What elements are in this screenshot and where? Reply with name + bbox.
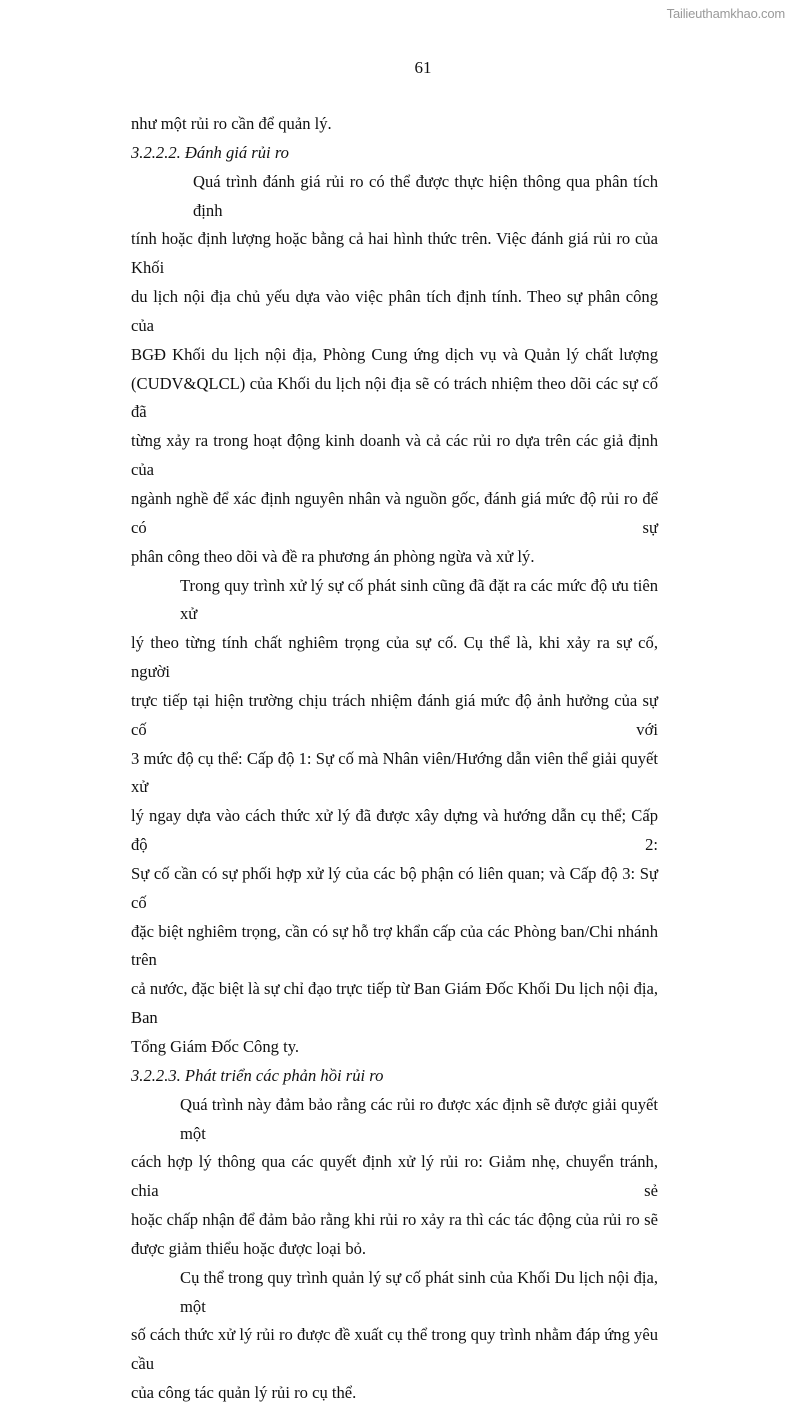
text-line: cách hợp lý thông qua các quyết định xử lý rủi ro: Giảm nhẹ, chuyển tránh, chia sẻ [131,1152,658,1201]
text-line: Quá trình này đảm bảo rằng các rủi ro được xác định sẽ được giải quyết một [180,1094,658,1143]
text-line: ngành nghề để xác định nguyên nhân và nguồn gốc, đánh giá mức độ rủi ro để có sự [131,488,658,537]
text-line: như một rủi ro cần để quản lý. [131,114,332,133]
text-line: lý ngay dựa vào cách thức xử lý đã được xây dựng và hướng dẫn cụ thể; Cấp độ 2: [131,806,658,855]
text-line: được giảm thiểu hoặc được loại bỏ. [131,1238,367,1258]
text-line: Cụ thể trong quy trình quản lý sự cố phát sinh của Khối Du lịch nội địa, một [180,1267,658,1316]
section-heading: 3.2.2.3. Phát triển các phản hồi rủi ro [131,1065,384,1085]
watermark: Tailieuthamkhao.com [666,6,785,21]
text-line: đặc biệt nghiêm trọng, cần có sự hỗ trợ khẩn cấp của các Phòng ban/Chi nhánh trên [131,921,658,970]
text-line: Quá trình đánh giá rủi ro có thể được thực hiện thông qua phân tích định [193,171,658,220]
text-line: hoặc chấp nhận để đảm bảo rằng khi rủi ro xảy ra thì các tác động của rủi ro sẽ [131,1210,658,1230]
section-heading: 3.2.2.2. Đánh giá rủi ro [131,142,289,162]
text-line: du lịch nội địa chủ yếu dựa vào việc phân tích định tính. Theo sự phân công của [131,287,658,335]
page-number: 61 [414,58,432,77]
text-line: cả nước, đặc biệt là sự chỉ đạo trực tiếp từ Ban Giám Đốc Khối Du lịch nội địa, Ban [131,979,658,1028]
text-line: của công tác quản lý rủi ro cụ thể. [131,1383,357,1403]
text-line: 3 mức độ cụ thể: Cấp độ 1: Sự cố mà Nhân viên/Hướng dẫn viên thể giải quyết xử [131,748,658,797]
document-body [131,110,658,1408]
text-line: số cách thức xử lý rủi ro được đề xuất cụ thể trong quy trình nhằm đáp ứng yêu cầu [131,1325,658,1374]
text-line: phân công theo dõi và đề ra phương án phòng ngừa và xử lý. [131,546,535,566]
text-line: trực tiếp tại hiện trường chịu trách nhiệm đánh giá mức độ ảnh hưởng của sự cố với [131,690,658,739]
text-line: BGĐ Khối du lịch nội địa, Phòng Cung ứng dịch vụ và Quản lý chất lượng [131,344,658,364]
text-line: Sự cố cần có sự phối hợp xử lý của các bộ phận có liên quan; và Cấp độ 3: Sự cố [131,863,658,912]
text-line: Tổng Giám Đốc Công ty. [131,1037,300,1056]
text-line: Trong quy trình xử lý sự cố phát sinh cũng đã đặt ra các mức độ ưu tiên xử [180,575,658,624]
text-line: (CUDV&QLCL) của Khối du lịch nội địa sẽ có trách nhiệm theo dõi các sự cố đã [131,373,658,422]
text-line: tính hoặc định lượng hoặc bằng cả hai hình thức trên. Việc đánh giá rủi ro của Khối [131,229,658,278]
text-line: lý theo từng tính chất nghiêm trọng của sự cố. Cụ thể là, khi xảy ra sự cố, người [131,633,658,682]
text-line: từng xảy ra trong hoạt động kinh doanh và cả các rủi ro dựa trên các giả định của [131,431,658,480]
